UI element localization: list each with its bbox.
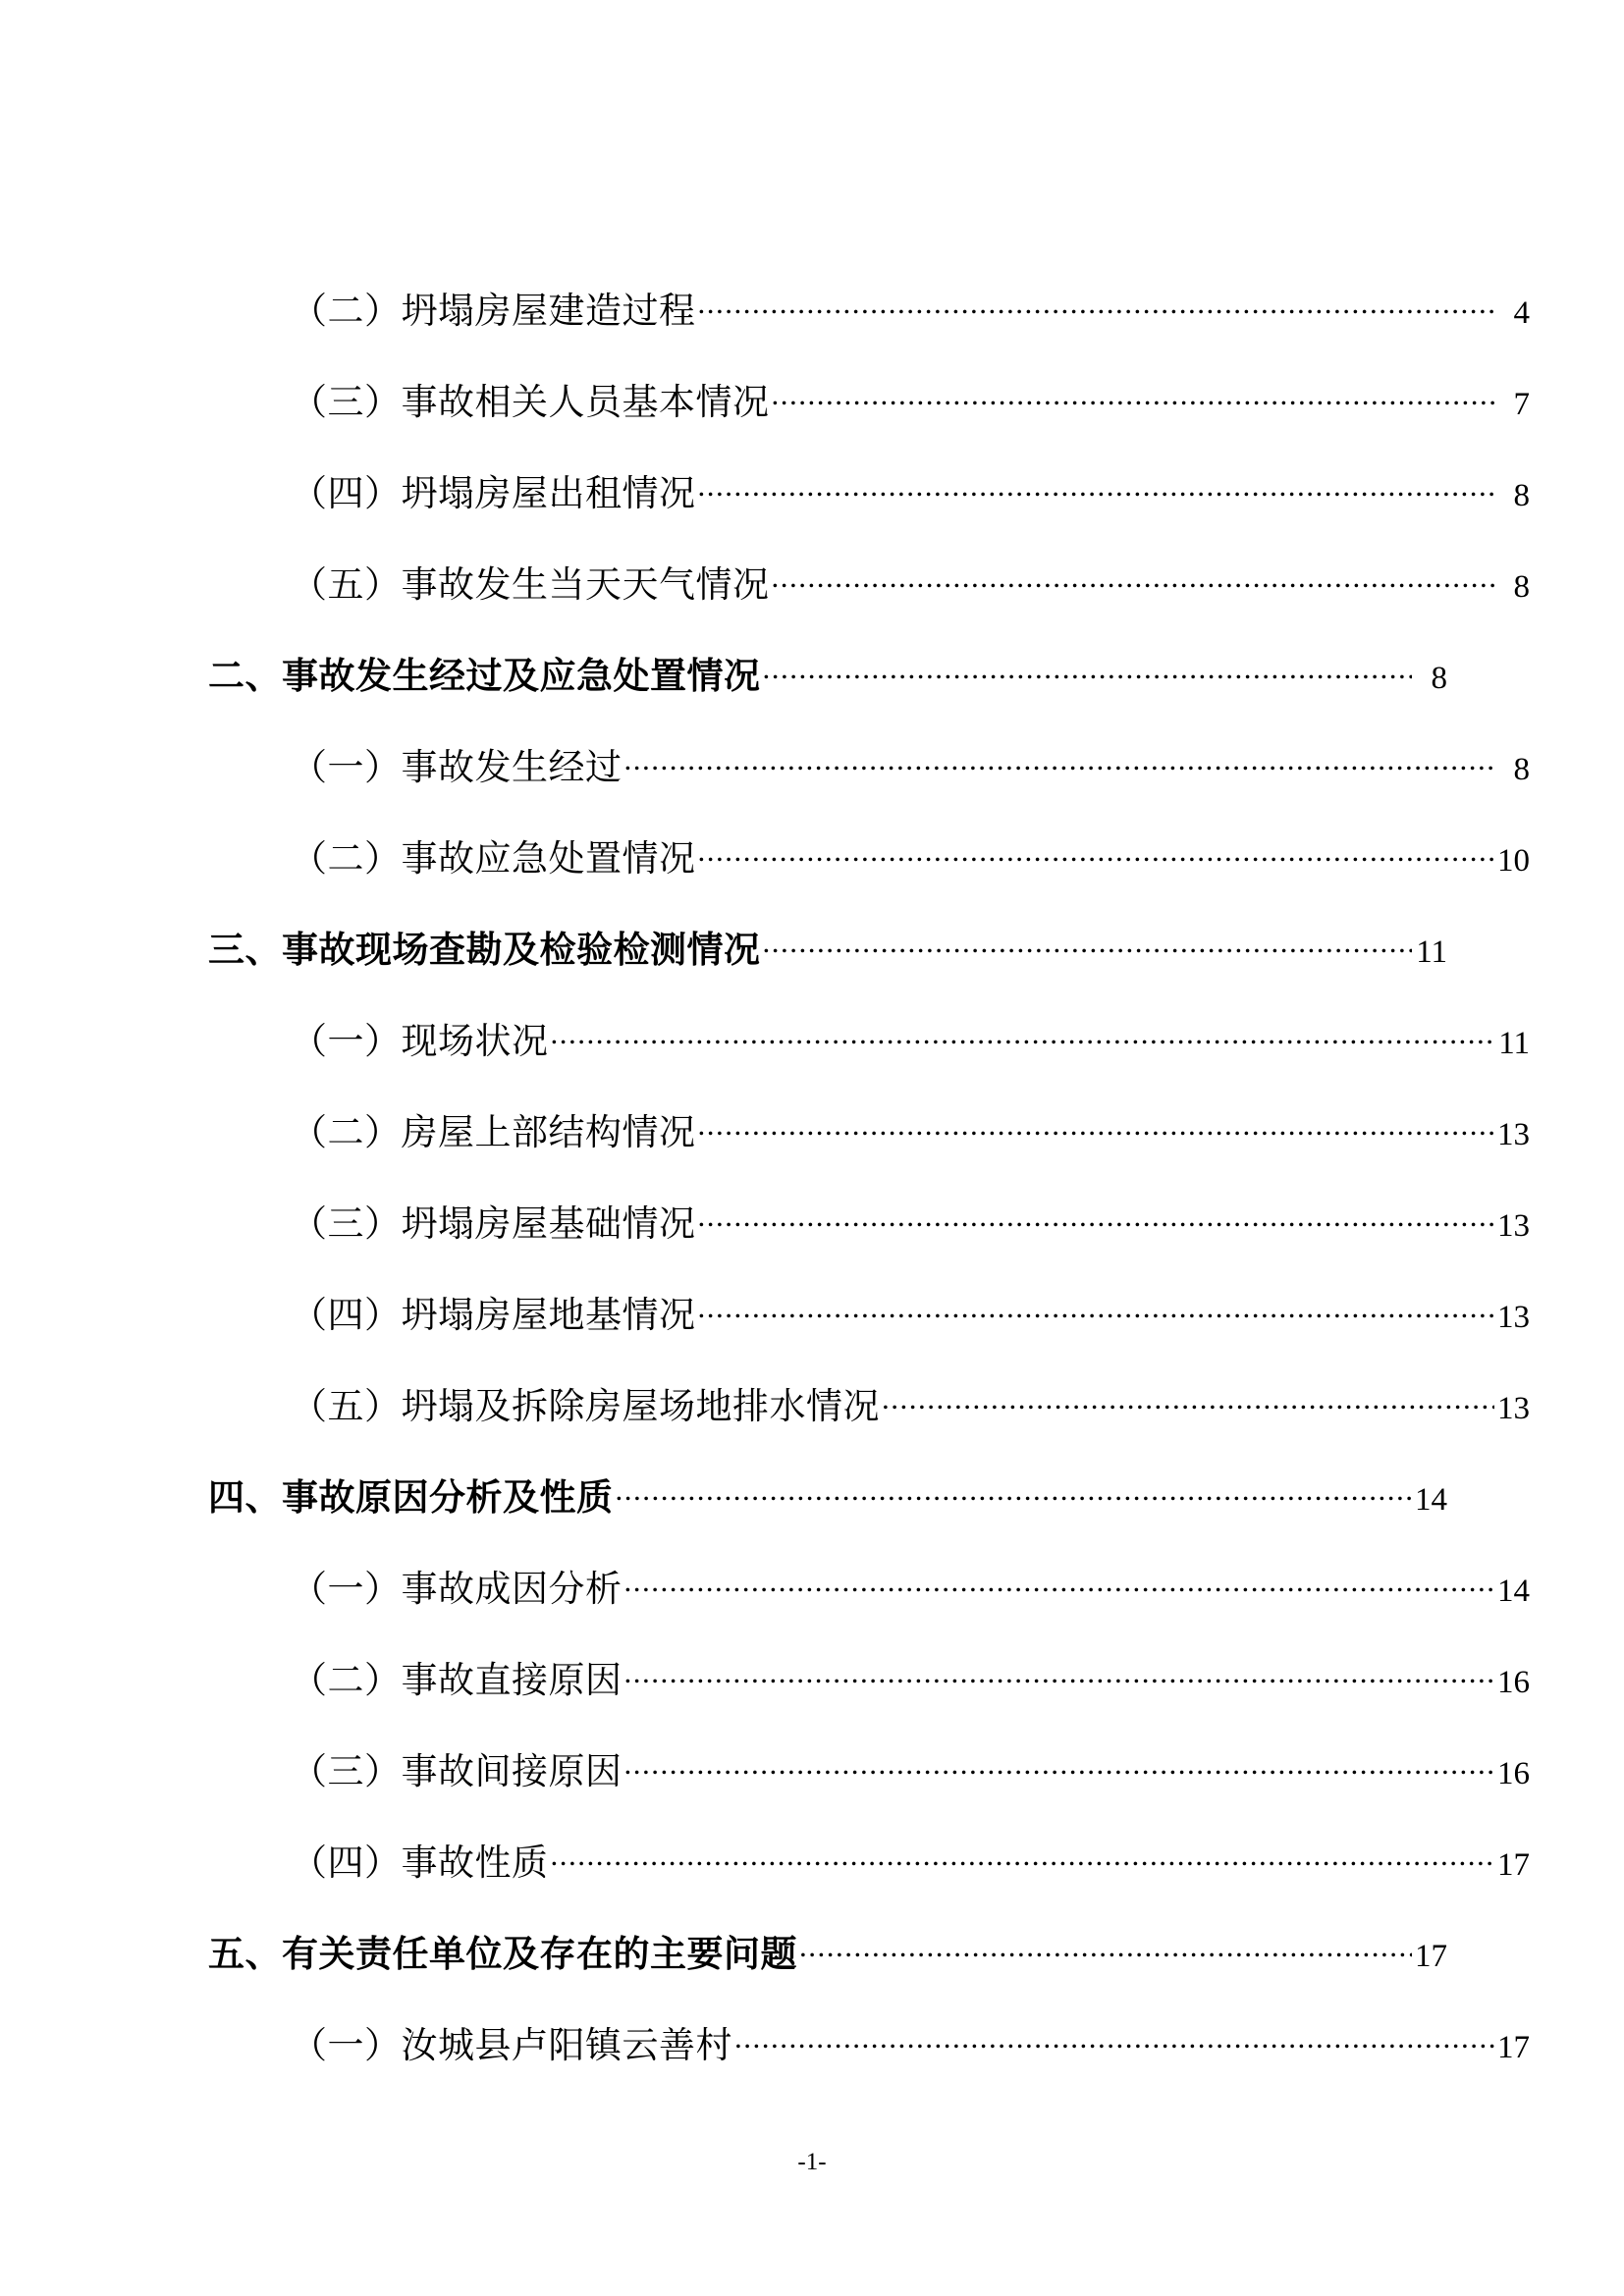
toc-entry-label: （三）坍塌房屋基础情况 xyxy=(291,1204,696,1245)
page-number-footer: -1- xyxy=(797,2149,827,2175)
toc-dot-leader xyxy=(551,1038,1495,1053)
toc-dot-leader xyxy=(624,1677,1495,1692)
toc-entry-page-number: 14 xyxy=(1497,1574,1530,1609)
toc-entry-page-number: 7 xyxy=(1513,387,1530,422)
toc-entry-page-number: 17 xyxy=(1415,1939,1447,1974)
toc-entry-label: （一）现场状况 xyxy=(291,1022,549,1062)
toc-entry[interactable] xyxy=(192,920,1447,973)
toc-entry[interactable] xyxy=(192,1102,1530,1155)
toc-dot-leader xyxy=(698,490,1495,506)
toc-dot-leader xyxy=(698,307,1495,323)
toc-entry-label: （二）事故直接原因 xyxy=(291,1661,623,1701)
toc-dot-leader xyxy=(624,1585,1495,1601)
toc-entry-page-number: 17 xyxy=(1497,1847,1530,1883)
toc-entry-page-number: 14 xyxy=(1415,1482,1447,1518)
toc-entry-page-number: 16 xyxy=(1497,1665,1530,1700)
toc-dot-leader xyxy=(698,1220,1495,1236)
toc-entry-label: （一）汝城县卢阳镇云善村 xyxy=(291,2026,732,2066)
toc-dot-leader xyxy=(624,1768,1495,1784)
toc-entry[interactable] xyxy=(192,1559,1530,1612)
toc-dot-leader xyxy=(763,672,1413,688)
toc-entry-label: 四、事故原因分析及性质 xyxy=(208,1478,614,1519)
toc-entry-label: （二）事故应急处置情况 xyxy=(291,839,696,880)
toc-entry-page-number: 8 xyxy=(1513,569,1530,605)
toc-entry-label: （四）坍塌房屋地基情况 xyxy=(291,1296,696,1336)
toc-dot-leader xyxy=(624,764,1495,779)
toc-entry-page-number: 8 xyxy=(1513,752,1530,787)
toc-entry-page-number: 8 xyxy=(1513,478,1530,513)
toc-entry-label: （五）坍塌及拆除房屋场地排水情况 xyxy=(291,1387,880,1427)
toc-entry[interactable] xyxy=(192,372,1530,425)
toc-dot-leader xyxy=(616,1494,1413,1510)
toc-entry-page-number: 10 xyxy=(1497,843,1530,879)
toc-dot-leader xyxy=(698,1311,1495,1327)
toc-dot-leader xyxy=(551,1859,1495,1875)
toc-entry[interactable] xyxy=(192,1468,1447,1521)
toc-entry-label: （一）事故成因分析 xyxy=(291,1570,623,1610)
toc-entry[interactable] xyxy=(192,1924,1447,1977)
toc-entry[interactable] xyxy=(192,646,1447,699)
toc-dot-leader xyxy=(772,399,1495,414)
toc-entry[interactable] xyxy=(192,1833,1530,1886)
toc-entry[interactable] xyxy=(192,828,1530,881)
toc-entry-label: （三）事故间接原因 xyxy=(291,1752,623,1792)
toc-entry-label: （五）事故发生当天天气情况 xyxy=(291,565,770,606)
toc-entry-page-number: 16 xyxy=(1497,1756,1530,1791)
toc-entry-page-number: 13 xyxy=(1497,1391,1530,1426)
toc-dot-leader xyxy=(698,855,1495,871)
toc-entry-label: （一）事故发生经过 xyxy=(291,748,623,788)
toc-entry-page-number: 13 xyxy=(1497,1208,1530,1244)
toc-entry-label: （二）房屋上部结构情况 xyxy=(291,1113,696,1153)
toc-dot-leader xyxy=(734,2042,1494,2057)
toc-entry-label: 二、事故发生经过及应急处置情况 xyxy=(208,657,761,697)
table-of-contents xyxy=(192,281,1530,2107)
toc-entry-page-number: 13 xyxy=(1497,1117,1530,1152)
toc-dot-leader xyxy=(763,946,1413,962)
toc-entry[interactable] xyxy=(192,1650,1530,1703)
toc-entry-page-number: 13 xyxy=(1497,1300,1530,1335)
toc-entry[interactable] xyxy=(192,1194,1530,1247)
toc-entry[interactable] xyxy=(192,1376,1530,1429)
toc-entry-page-number: 4 xyxy=(1513,295,1530,331)
toc-entry-page-number: 17 xyxy=(1497,2030,1530,2065)
toc-entry-label: （四）事故性质 xyxy=(291,1843,549,1884)
toc-entry[interactable] xyxy=(192,2015,1530,2068)
toc-entry[interactable] xyxy=(192,1741,1530,1794)
toc-entry[interactable] xyxy=(192,555,1530,608)
toc-entry-label: 三、事故现场查勘及检验检测情况 xyxy=(208,931,761,971)
toc-entry[interactable] xyxy=(192,281,1530,334)
toc-entry-label: （二）坍塌房屋建造过程 xyxy=(291,292,696,332)
toc-dot-leader xyxy=(698,1129,1495,1145)
toc-dot-leader xyxy=(882,1403,1494,1418)
toc-entry[interactable] xyxy=(192,737,1530,790)
toc-entry-label: （四）坍塌房屋出租情况 xyxy=(291,474,696,514)
toc-entry[interactable] xyxy=(192,1285,1530,1338)
toc-entry-label: （三）事故相关人员基本情况 xyxy=(291,383,770,423)
toc-entry[interactable] xyxy=(192,1011,1530,1064)
toc-entry-page-number: 11 xyxy=(1416,934,1447,970)
toc-dot-leader xyxy=(772,581,1495,597)
toc-entry-page-number: 11 xyxy=(1498,1026,1530,1061)
toc-dot-leader xyxy=(799,1950,1412,1966)
toc-entry-label: 五、有关责任单位及存在的主要问题 xyxy=(208,1935,797,1975)
toc-entry[interactable] xyxy=(192,463,1530,516)
toc-entry-page-number: 8 xyxy=(1431,661,1447,696)
